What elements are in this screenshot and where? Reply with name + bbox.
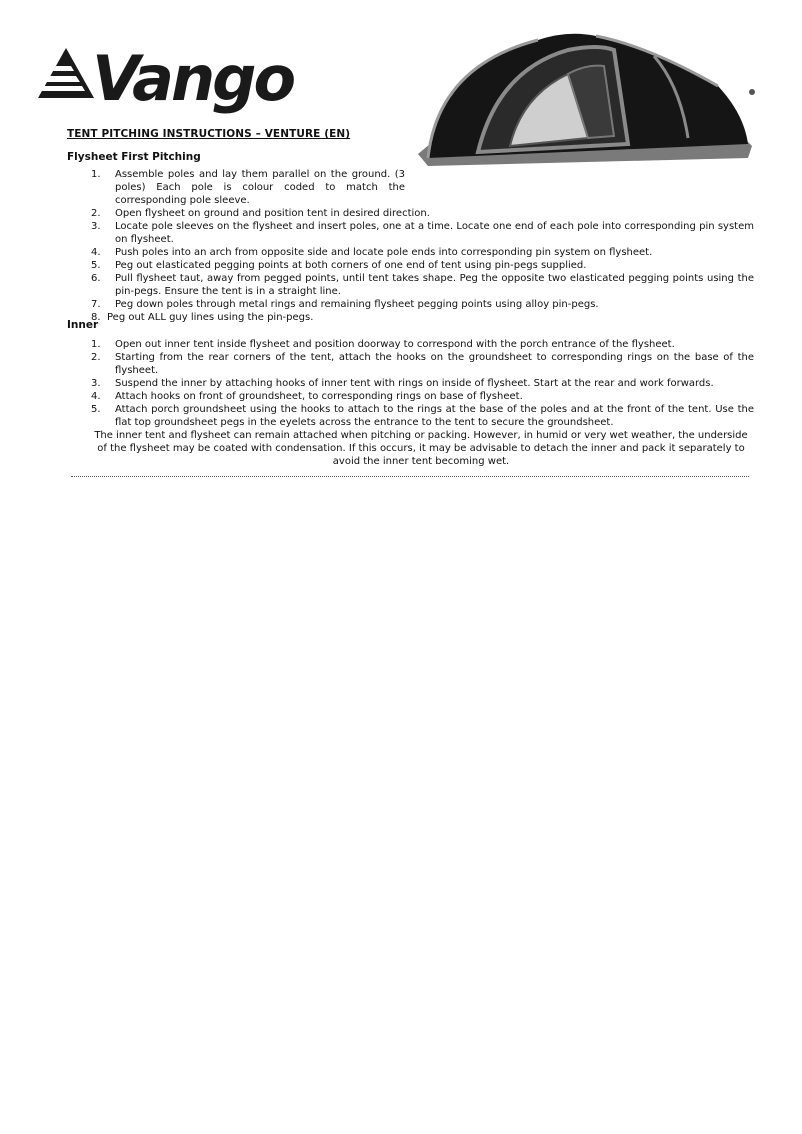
tent-photo: [418, 26, 756, 172]
step-text: Locate pole sleeves on the flysheet and insert poles, one at a time. Locate one end of each pole into corresponding pin system on flysheet.: [115, 221, 754, 245]
step-text: Attach hooks on front of groundsheet, to corresponding rings on base of flysheet.: [115, 391, 523, 402]
step-number: 2.: [91, 352, 101, 363]
list-item: [0, 377, 754, 390]
step-number: 1.: [91, 169, 101, 180]
list-item: [0, 246, 754, 259]
step-text: Peg down poles through metal rings and remaining flysheet pegging points using alloy pin-pegs.: [115, 299, 599, 310]
step-number: 8.: [91, 312, 101, 323]
step-text: Peg out elasticated pegging points at both corners of one end of tent using pin-pegs supplied.: [115, 260, 587, 271]
step-text: Push poles into an arch from opposite side and locate pole ends into corresponding pin system on flysheet.: [115, 247, 653, 258]
step-text: Open out inner tent inside flysheet and position doorway to correspond with the porch entrance of the flysheet.: [115, 339, 675, 350]
step-number: 3.: [91, 378, 101, 389]
flysheet-section-heading: Flysheet First Pitching: [67, 151, 201, 163]
step-text: Starting from the rear corners of the tent, attach the hooks on the groundsheet to corresponding rings on the base of the flysheet.: [115, 352, 754, 376]
vango-logo: [36, 40, 308, 116]
list-item: [0, 311, 754, 324]
step-text: Pull flysheet taut, away from pegged points, until tent takes shape. Peg the opposite two elasticated pegging points using the pin-pegs. Ensure the tent is in a straight line.: [115, 273, 754, 297]
step-number: 6.: [91, 273, 101, 284]
step-text: Attach porch groundsheet using the hooks to attach to the rings at the base of the poles and at the front of the tent. Use the flat top groundsheet pegs in the eyelets across the entrance to the tent to secure the groundsheet.: [115, 404, 754, 428]
list-item: [0, 403, 754, 429]
step-number: 2.: [91, 208, 101, 219]
document-title: TENT PITCHING INSTRUCTIONS – VENTURE (EN): [67, 128, 351, 140]
step-number: 3.: [91, 221, 101, 232]
step-number: 5.: [91, 260, 101, 271]
list-item: [0, 351, 754, 377]
list-item: [0, 338, 754, 351]
condensation-note: The inner tent and flysheet can remain attached when pitching or packing. However, in humid or very wet weather, the underside of the flysheet may be coated with condensation. If this occurs, it may be advisable to detach the inner and pack it separately to avoid the inner tent becoming wet.: [94, 430, 748, 467]
logo-mark-icon: [38, 48, 94, 98]
step-text: Peg out ALL guy lines using the pin-pegs.: [107, 312, 314, 323]
list-item: [0, 259, 754, 272]
step-number: 5.: [91, 404, 101, 415]
step-number: 1.: [91, 339, 101, 350]
inner-steps-list: [0, 338, 754, 429]
logo-wordmark: Vango: [92, 42, 294, 115]
step-number: 4.: [91, 247, 101, 258]
list-item: [0, 168, 754, 207]
list-item: [0, 298, 754, 311]
step-number: 4.: [91, 391, 101, 402]
list-item: [0, 220, 754, 246]
step-text: Open flysheet on ground and position tent in desired direction.: [115, 208, 430, 219]
step-number: 7.: [91, 299, 101, 310]
inner-section-heading: Inner: [67, 319, 99, 331]
dotted-divider: [71, 476, 749, 477]
list-item: [0, 272, 754, 298]
list-item: [0, 207, 754, 220]
step-text: Assemble poles and lay them parallel on the ground. (3 poles) Each pole is colour coded to match the corresponding pole sleeve.: [115, 169, 405, 206]
flysheet-steps-list: [0, 168, 754, 324]
step-text: Suspend the inner by attaching hooks of inner tent with rings on inside of flysheet. Start at the rear and work forwards.: [115, 378, 714, 389]
list-item: [0, 390, 754, 403]
